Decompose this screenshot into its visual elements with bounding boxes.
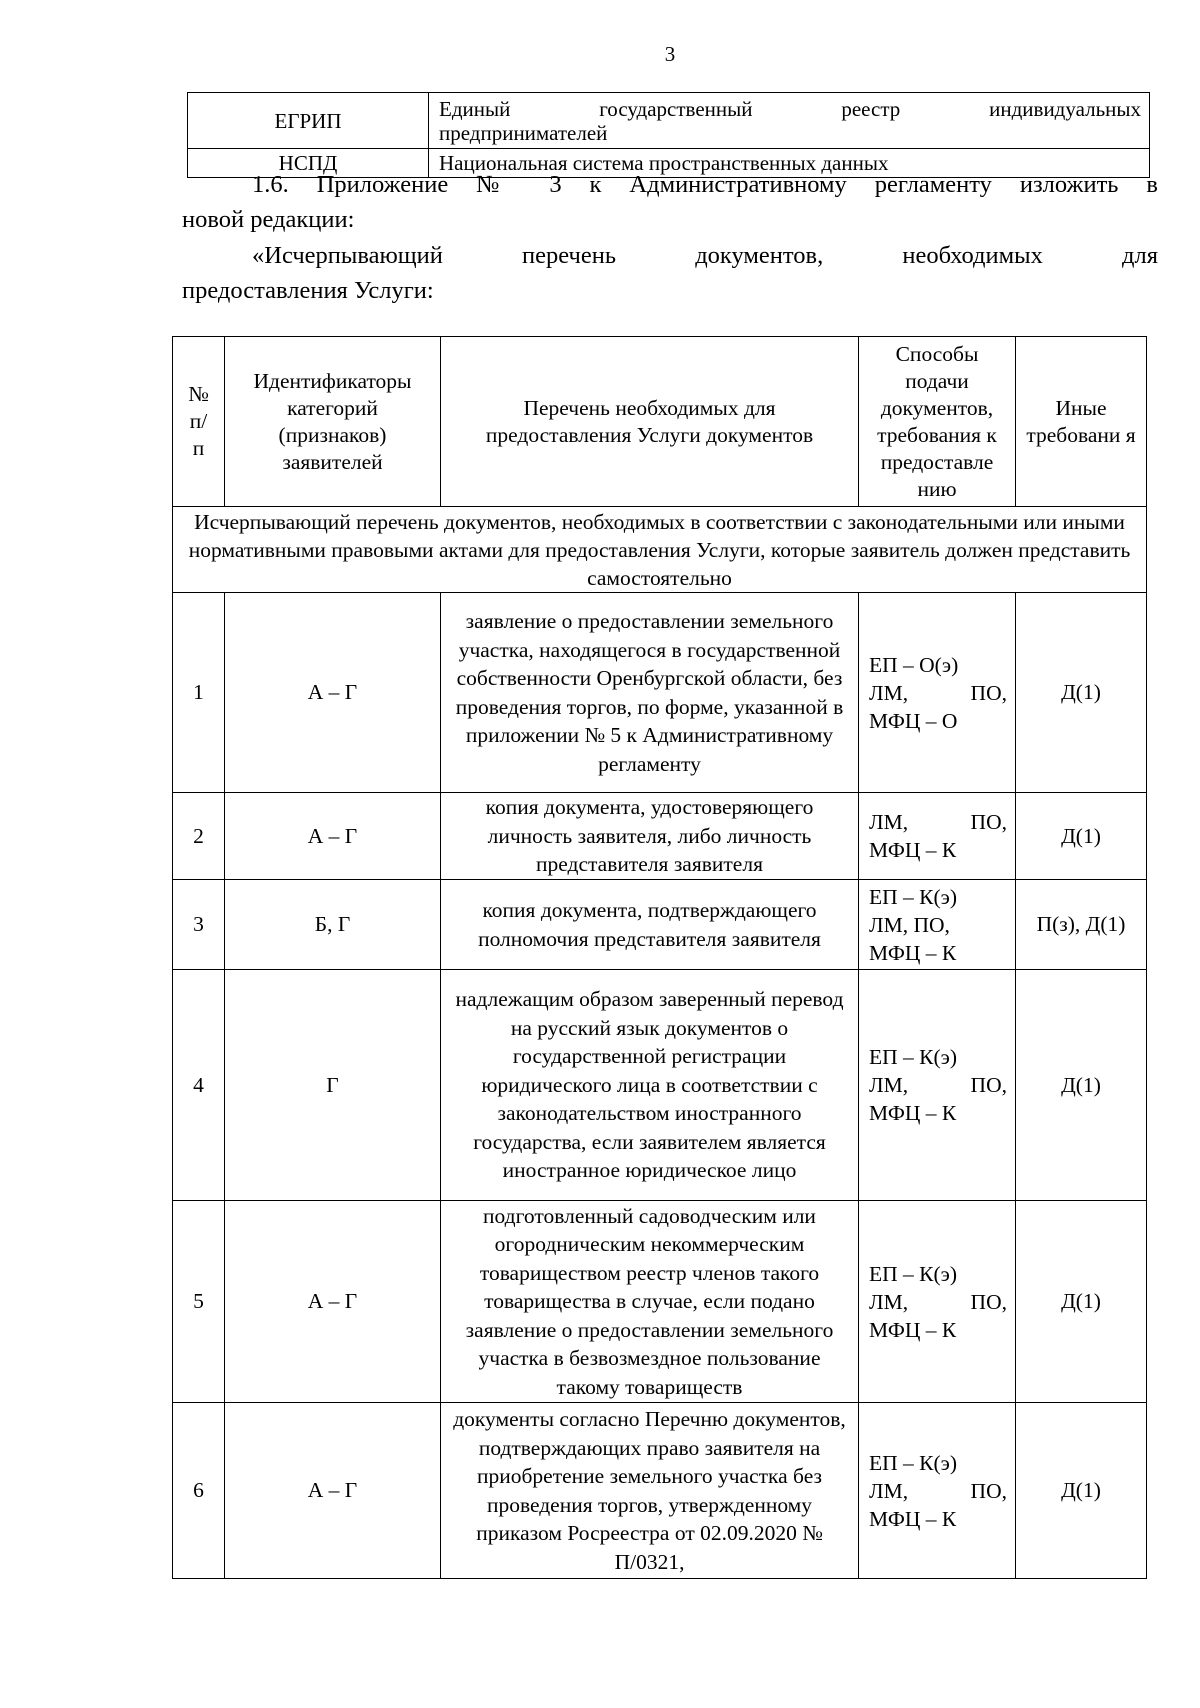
paragraph-line: новой редакции:	[182, 206, 355, 233]
row-other: Д(1)	[1016, 970, 1147, 1201]
method-line: ЛМ, ПО,	[869, 810, 1007, 834]
table-row	[173, 593, 1147, 793]
abbreviation-description: Национальная система пространственных данных	[429, 149, 1150, 178]
row-num: 4	[173, 970, 225, 1201]
paragraph-line: предоставления Услуги:	[182, 277, 434, 304]
table-row	[173, 793, 1147, 880]
row-other: Д(1)	[1016, 1201, 1147, 1403]
row-methods	[859, 970, 1016, 1201]
method-line: МФЦ – К	[869, 1317, 957, 1342]
row-document: документы согласно Перечню документов, подтверждающих право заявителя на приобретение земельного участка без проведения торгов, утвержденному приказом Росреестра от 02.09.2020 № П/0321,	[441, 1403, 859, 1579]
row-document: надлежащим образом заверенный перевод на русский язык документов о государственной регистрации юридического лица в соответствии с законодательством иностранного государства, если заявителем является иностранное юридическое лицо	[441, 970, 859, 1201]
table-row	[173, 1201, 1147, 1403]
row-num: 6	[173, 1403, 225, 1579]
table-row	[173, 1403, 1147, 1579]
row-category: Г	[225, 970, 441, 1201]
paragraph-line: 1.6. Приложение № 3 к Административному регламенту изложить в	[252, 171, 1158, 198]
row-other: Д(1)	[1016, 1403, 1147, 1579]
header-documents: Перечень необходимых для предоставления Услуги документов	[441, 337, 859, 507]
row-other: Д(1)	[1016, 593, 1147, 793]
amendment-paragraph	[182, 167, 1158, 237]
row-methods	[859, 1403, 1016, 1579]
method-line: ЕП – К(э)	[869, 884, 958, 909]
row-methods	[859, 1201, 1016, 1403]
abbreviations-table	[187, 92, 1150, 178]
method-line: МФЦ – К	[869, 940, 957, 965]
row-category: Б, Г	[225, 880, 441, 970]
row-methods	[859, 793, 1016, 880]
table-row	[188, 93, 1150, 149]
header-other: Иные требовани я	[1016, 337, 1147, 507]
method-line: ЕП – К(э)	[869, 1261, 958, 1286]
row-category: А – Г	[225, 1201, 441, 1403]
row-num: 3	[173, 880, 225, 970]
row-other: П(з), Д(1)	[1016, 880, 1147, 970]
method-line: МФЦ – К	[869, 838, 957, 862]
row-category: А – Г	[225, 1403, 441, 1579]
method-line: ЛМ, ПО,	[869, 1073, 1007, 1097]
row-document: копия документа, подтверждающего полномочия представителя заявителя	[441, 880, 859, 970]
row-num: 5	[173, 1201, 225, 1403]
abbreviation: ЕГРИП	[188, 93, 429, 149]
row-num: 2	[173, 793, 225, 880]
method-line: ЕП – О(э)	[869, 652, 959, 677]
header-methods: Способы подачи документов, требования к предоставле нию	[859, 337, 1016, 507]
method-line: МФЦ – О	[869, 708, 958, 733]
row-document: подготовленный садоводческим или огородническим некоммерческим товариществом реестр членов такого товарищества в случае, если подано заявление о предоставлении земельного участка в безвозмездное пользование такому товариществ	[441, 1201, 859, 1403]
row-methods	[859, 880, 1016, 970]
method-line: МФЦ – К	[869, 1101, 957, 1125]
header-category: Идентификаторы категорий (признаков) заявителей	[225, 337, 441, 507]
method-line: ЛМ, ПО,	[869, 912, 950, 937]
description-line: предпринимателей	[439, 120, 608, 145]
page-number: 3	[664, 42, 676, 66]
row-other: Д(1)	[1016, 793, 1147, 880]
paragraph-line: «Исчерпывающий перечень документов, необходимых для	[252, 242, 1158, 269]
row-document: заявление о предоставлении земельного участка, находящегося в государственной собственности Оренбургской области, без проведения торгов, по форме, указанной в приложении № 5 к Административному регламенту	[441, 593, 859, 793]
abbreviation-description	[429, 93, 1150, 149]
method-line: ЛМ, ПО,	[869, 1478, 1007, 1503]
row-document: копия документа, удостоверяющего личность заявителя, либо личность представителя заявителя	[441, 793, 859, 880]
table-row	[173, 970, 1147, 1201]
table-row	[173, 880, 1147, 970]
method-line: ЕП – К(э)	[869, 1450, 958, 1475]
section-title: Исчерпывающий перечень документов, необходимых в соответствии с законодательными или иными нормативными правовыми актами для предоставления Услуги, которые заявитель должен представить самостоятельно	[173, 507, 1147, 593]
row-num: 1	[173, 593, 225, 793]
abbreviation: НСПД	[188, 149, 429, 178]
method-line: ЛМ, ПО,	[869, 1289, 1007, 1314]
method-line: МФЦ – К	[869, 1506, 957, 1531]
header-num: № п/ п	[173, 337, 225, 507]
table-header-row	[173, 337, 1147, 507]
method-line: ЛМ, ПО,	[869, 680, 1007, 705]
row-methods	[859, 593, 1016, 793]
description-line: Единый государственный реестр индивидуальных	[439, 96, 1141, 121]
row-category: А – Г	[225, 593, 441, 793]
appendix-title	[182, 238, 1158, 308]
row-category: А – Г	[225, 793, 441, 880]
section-row	[173, 507, 1147, 593]
documents-table	[172, 336, 1147, 1579]
method-line: ЕП – К(э)	[869, 1045, 958, 1069]
